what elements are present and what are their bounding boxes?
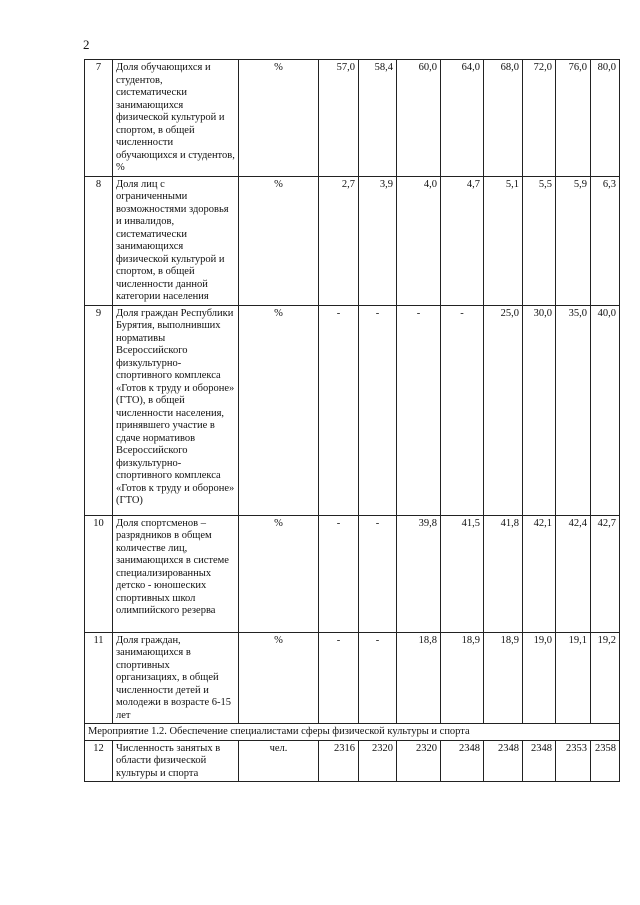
section-row bbox=[85, 724, 620, 741]
value-cell: 3,9 bbox=[359, 176, 397, 305]
indicator-name: Доля обучающихся и студентов, систематически занимающихся физической культурой и спортом, в общей численности обучающихся и студентов, % bbox=[113, 60, 239, 177]
row-number: 10 bbox=[85, 515, 113, 632]
value-cell: 42,4 bbox=[556, 515, 591, 632]
value-cell: 2348 bbox=[523, 740, 556, 782]
value-cell: 19,0 bbox=[523, 632, 556, 724]
value-cell: 2353 bbox=[556, 740, 591, 782]
value-cell: 18,8 bbox=[397, 632, 441, 724]
value-cell: 40,0 bbox=[591, 305, 620, 515]
value-cell: 4,7 bbox=[441, 176, 484, 305]
value-cell: 68,0 bbox=[484, 60, 523, 177]
value-cell: 42,1 bbox=[523, 515, 556, 632]
value-cell: - bbox=[441, 305, 484, 515]
section-header: Мероприятие 1.2. Обеспечение специалистами сферы физической культуры и спорта bbox=[85, 724, 620, 741]
indicators-table bbox=[84, 59, 620, 782]
value-cell: 25,0 bbox=[484, 305, 523, 515]
row-number: 8 bbox=[85, 176, 113, 305]
value-cell: 18,9 bbox=[441, 632, 484, 724]
table-row bbox=[85, 515, 620, 632]
value-cell: - bbox=[359, 515, 397, 632]
value-cell: - bbox=[359, 305, 397, 515]
row-number: 11 bbox=[85, 632, 113, 724]
value-cell: 2,7 bbox=[319, 176, 359, 305]
value-cell: 5,9 bbox=[556, 176, 591, 305]
value-cell: 19,2 bbox=[591, 632, 620, 724]
indicator-name: Доля спортсменов – разрядников в общем количестве лиц, занимающихся в системе специализированных детско - юношеских спортивных школ олимпийского резерва bbox=[113, 515, 239, 632]
value-cell: 2348 bbox=[484, 740, 523, 782]
unit-cell: % bbox=[239, 515, 319, 632]
value-cell: 64,0 bbox=[441, 60, 484, 177]
value-cell: 35,0 bbox=[556, 305, 591, 515]
value-cell: 60,0 bbox=[397, 60, 441, 177]
value-cell: 5,5 bbox=[523, 176, 556, 305]
value-cell: 4,0 bbox=[397, 176, 441, 305]
table-row bbox=[85, 632, 620, 724]
value-cell: 57,0 bbox=[319, 60, 359, 177]
value-cell: 76,0 bbox=[556, 60, 591, 177]
value-cell: 2320 bbox=[397, 740, 441, 782]
indicator-name: Численность занятых в области физической культуры и спорта bbox=[113, 740, 239, 782]
row-number: 9 bbox=[85, 305, 113, 515]
value-cell: 41,8 bbox=[484, 515, 523, 632]
row-number: 7 bbox=[85, 60, 113, 177]
value-cell: 72,0 bbox=[523, 60, 556, 177]
table-row bbox=[85, 176, 620, 305]
value-cell: 39,8 bbox=[397, 515, 441, 632]
unit-cell: % bbox=[239, 60, 319, 177]
indicator-name: Доля граждан Республики Бурятия, выполнивших нормативы Всероссийского физкультурно-спортивного комплекса «Готов к труду и обороне» (ГТО), в общей численности населения, принявшего участие в сдаче нормативов Всероссийского физкультурно-спортивного комплекса «Готов к труду и обороне» (ГТО) bbox=[113, 305, 239, 515]
value-cell: 5,1 bbox=[484, 176, 523, 305]
table-row bbox=[85, 740, 620, 782]
value-cell: 2320 bbox=[359, 740, 397, 782]
unit-cell: % bbox=[239, 305, 319, 515]
unit-cell: чел. bbox=[239, 740, 319, 782]
table-row bbox=[85, 60, 620, 177]
value-cell: 2348 bbox=[441, 740, 484, 782]
value-cell: - bbox=[319, 305, 359, 515]
value-cell: 2358 bbox=[591, 740, 620, 782]
indicator-name: Доля лиц с ограниченными возможностями здоровья и инвалидов, систематически занимающихся физической культурой и спортом, в общей численности данной категории населения bbox=[113, 176, 239, 305]
value-cell: 58,4 bbox=[359, 60, 397, 177]
value-cell: 18,9 bbox=[484, 632, 523, 724]
value-cell: 80,0 bbox=[591, 60, 620, 177]
indicator-name: Доля граждан, занимающихся в спортивных организациях, в общей численности детей и молодежи в возрасте 6-15 лет bbox=[113, 632, 239, 724]
value-cell: - bbox=[319, 632, 359, 724]
value-cell: 19,1 bbox=[556, 632, 591, 724]
value-cell: 42,7 bbox=[591, 515, 620, 632]
value-cell: 6,3 bbox=[591, 176, 620, 305]
unit-cell: % bbox=[239, 632, 319, 724]
value-cell: 30,0 bbox=[523, 305, 556, 515]
unit-cell: % bbox=[239, 176, 319, 305]
row-number: 12 bbox=[85, 740, 113, 782]
value-cell: 2316 bbox=[319, 740, 359, 782]
value-cell: - bbox=[359, 632, 397, 724]
table-row bbox=[85, 305, 620, 515]
page-number: 2 bbox=[83, 37, 90, 52]
value-cell: - bbox=[319, 515, 359, 632]
value-cell: - bbox=[397, 305, 441, 515]
value-cell: 41,5 bbox=[441, 515, 484, 632]
